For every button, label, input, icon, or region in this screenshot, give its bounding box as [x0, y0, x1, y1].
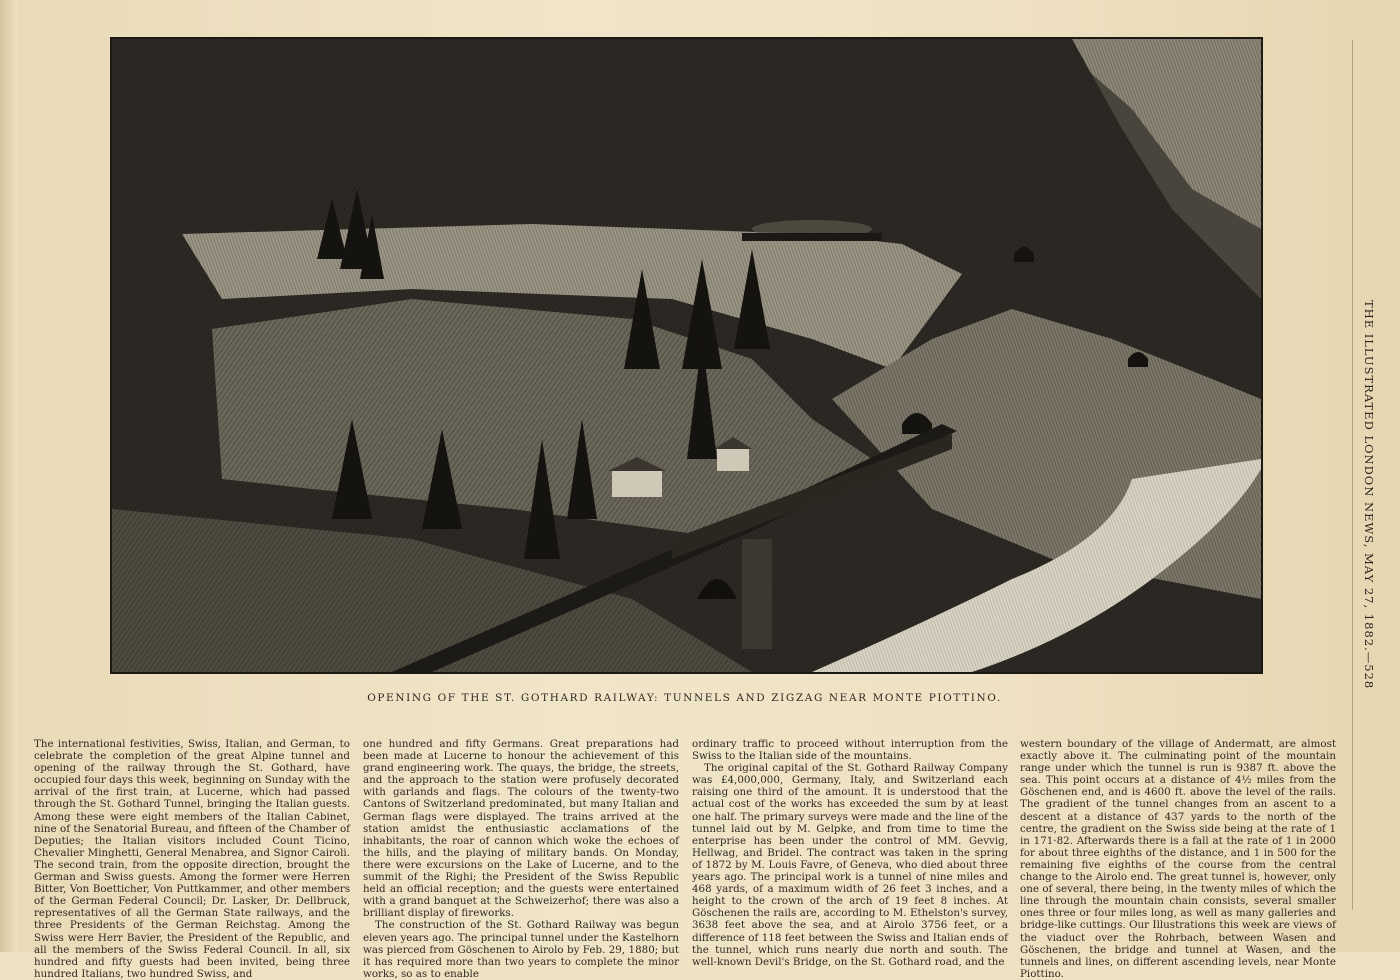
article-paragraph: western boundary of the village of Andermatt, are almost exactly above it. The culminating point of the mountain range under which the tunnel is run is 9387 ft. above the sea. This point occurs at a distance of 4½ miles from the Göschenen end, and is 4600 ft. above the level of the rails. The gradient of the tunnel changes from an ascent to a descent at a distance of 437 yards to the north of the centre, the gradient on the Swiss side being at the rate of 1 in 171·82. Afterwards there is a fall at the rate of 1 in 2000 for about three eighths of the distance, and 1 in 500 for the remaining five eighths of the course from the central change to the Airolo end. The great tunnel is, however, only one of several, there being, in the twenty miles of which the line through the mountain chain consists, several smaller ones three or four miles long, as well as many galleries and bridge-like cuttings. Our Illustrations this week are views of the viaduct over the Rohrbach, between Wasen and Göschenen, the bridge and tunnel at Wasen, and the tunnels and lines, on different ascending levels, near Monte Piottino. — [1020, 738, 1336, 980]
article-column-2 — [363, 738, 679, 980]
article-paragraph: The original capital of the St. Gothard Railway Company was £4,000,000, Germany, Italy, and Switzerland each raising one third of the amount. It is understood that the actual cost of the works has exceeded the sum by at least one half. The primary surveys were made and the line of the tunnel laid out by M. Gelpke, and from time to time the enterprise has been under the control of MM. Gevvig, Hellwag, and Bridel. The contract was taken in the spring of 1872 by M. Louis Favre, of Geneva, who died about three years ago. The principal work is a tunnel of nine miles and 468 yards, of a maximum width of 26 feet 3 inches, and a height to the crown of the arch of 19 feet 8 inches. At Göschenen the rails are, according to M. Ethelston's survey, 3638 feet above the sea, and at Airolo 3756 feet, or a difference of 118 feet between the Swiss and Italian ends of the tunnel, which runs nearly due north and south. The well-known Devil's Bridge, on the St. Gothard road, and the — [692, 762, 1008, 968]
running-title: THE ILLUSTRATED LONDON NEWS, MAY 27, 1882.—528 — [1362, 300, 1376, 690]
article-paragraph: ordinary traffic to proceed without interruption from the Swiss to the Italian side of the mountains. — [692, 738, 1008, 763]
article-column-4 — [1020, 738, 1336, 980]
article-column-3 — [692, 738, 1008, 968]
article-paragraph: one hundred and fifty Germans. Great preparations had been made at Lucerne to honour the achievement of this grand engineering work. The quays, the bridge, the streets, and the approach to the station were profusely decorated with garlands and flags. The colours of the twenty-two Cantons of Switzerland predominated, but many Italian and German flags were displayed. The trains arrived at the station amidst the enthusiastic acclamations of the inhabitants, the roar of cannon which woke the echoes of the hills, and the playing of military bands. On Monday, there were excursions on the Lake of Lucerne, and to the summit of the Righi; the President of the Swiss Republic held an official reception; and the guests were entertained with a grand banquet at the Schweizerhof; there was also a brilliant display of fireworks. — [363, 738, 679, 920]
illustration-caption: OPENING OF THE ST. GOTHARD RAILWAY: TUNNELS AND ZIGZAG NEAR MONTE PIOTTINO. — [367, 692, 1002, 704]
running-title-vertical — [1362, 300, 1382, 690]
article-paragraph: The construction of the St. Gothard Railway was begun eleven years ago. The principal tunnel under the Kastelhorn was pierced from Göschenen to Airolo by Feb. 29, 1880; but it has required more than two years to complete the minor works, so as to enable — [363, 919, 679, 980]
engraving-illustration — [110, 37, 1263, 674]
margin-rule — [1352, 40, 1353, 910]
mountain-railway-engraving — [112, 39, 1261, 672]
page-fold-shadow — [0, 0, 18, 952]
article-paragraph: The international festivities, Swiss, Italian, and German, to celebrate the completion of the great Alpine tunnel and opening of the railway through the St. Gothard, have occupied four days this week, beginning on Sunday with the arrival of the first train, at Lucerne, which had passed through the St. Gothard Tunnel, bringing the Italian guests. Among these were eight members of the Italian Cabinet, nine of the Senatorial Bureau, and fifteen of the Chamber of Deputies; the Italian visitors included Count Ticino, Chevalier Minghetti, General Menabrea, and Signor Cairoli. The second train, from the opposite direction, brought the German and Swiss guests. Among the former were Herren Bitter, Von Boetticher, Von Puttkammer, and other members of the German Federal Council; Dr. Lasker, Dr. Dellbruck, representatives of all the German State railways, and the three Presidents of the German Reichstag. Among the Swiss were Herr Bavier, the President of the Republic, and all the members of the Swiss Federal Council. In all, six hundred and fifty guests had been invited, being three hundred Italians, two hundred Swiss, and — [34, 738, 350, 980]
article-column-1 — [34, 738, 350, 980]
